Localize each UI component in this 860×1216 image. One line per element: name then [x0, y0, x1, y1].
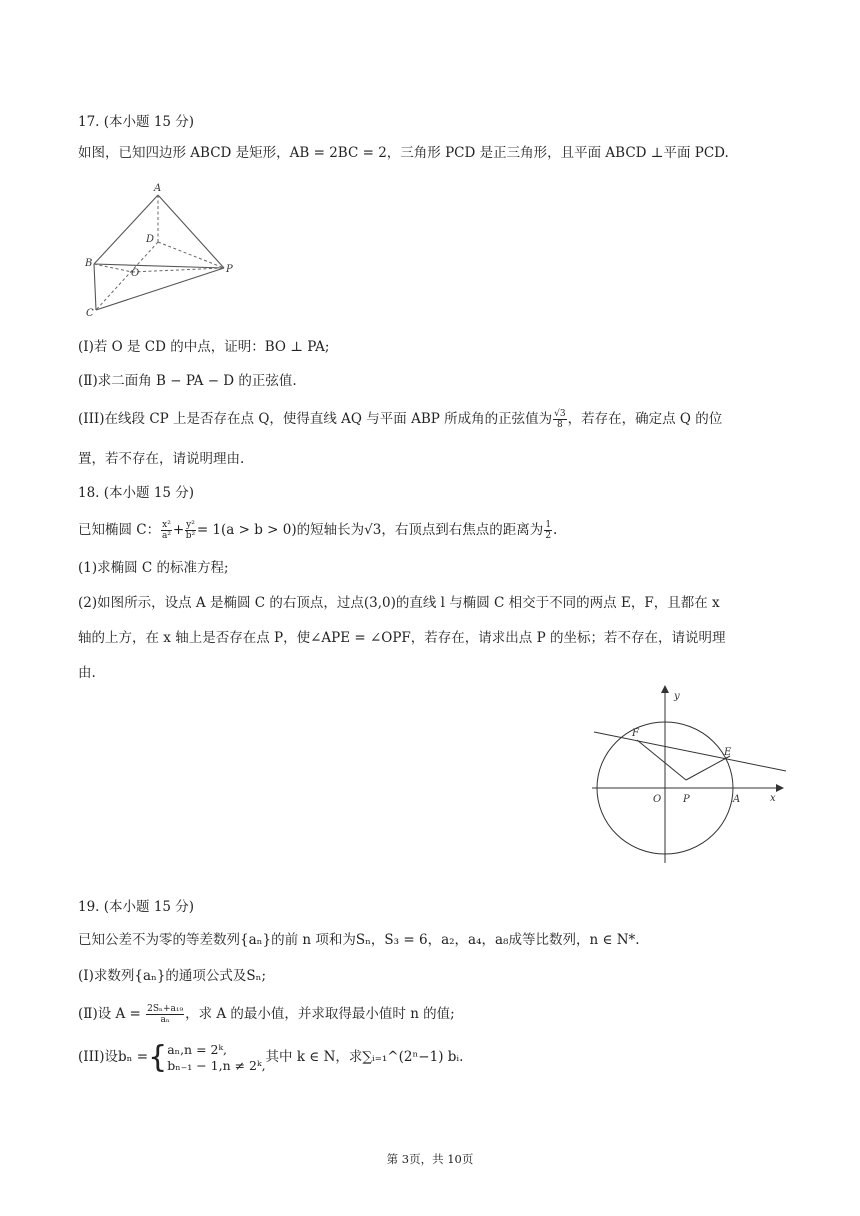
q19-fraction — [146, 1004, 184, 1025]
q18-stem-text-c: . — [553, 522, 558, 538]
label-p: P — [683, 794, 690, 805]
label-x: x — [770, 793, 776, 804]
x-axis-arrow — [776, 784, 784, 792]
label-b: B — [85, 258, 93, 269]
q17-part3-cont: 置，若不存在，请说明理由. — [78, 451, 245, 467]
q19-part2-text-b: ，求 A 的最小值，并求取得最小值时 n 的值; — [185, 1006, 455, 1022]
q19-stem: 已知公差不为零的等差数列{aₙ}的前 n 项和为Sₙ，S₃ = 6，a₂，a₄，a₈成等比数列，n ∈ N*. — [78, 932, 640, 948]
q18-figure — [590, 685, 790, 865]
q18-half-num: 1 — [545, 520, 552, 530]
q18-y-num: y² — [186, 520, 195, 530]
q18-part2-line1: (2)如图所示，设点 A 是椭圆 C 的右顶点，过点(3,0)的直线 l 与椭圆 C 相交于不同的两点 E，F，且都在 x — [78, 595, 720, 611]
q17-stem: 如图，已知四边形 ABCD 是矩形，AB = 2BC = 2，三角形 PCD 是正三角形，且平面 ABCD ⊥平面 PCD. — [78, 145, 729, 161]
q18-plus: + — [172, 522, 185, 538]
q19-fraction-num: 2Sₙ+a₁₉ — [147, 1004, 184, 1014]
q17-figure — [82, 180, 252, 320]
label-a: A — [154, 183, 162, 194]
label-e: E — [724, 747, 732, 758]
q17-fraction-num: √3 — [554, 409, 566, 419]
label-p: P — [226, 264, 233, 275]
q19-part2-text-a: (Ⅱ)设 A = — [78, 1006, 141, 1022]
label-y: y — [674, 691, 680, 702]
q18-half-fraction — [544, 520, 552, 541]
label-d: D — [146, 234, 155, 245]
piecewise-brace: { — [148, 1039, 168, 1075]
q17-part3-text-a: (III)在线段 CP 上是否存在点 Q，使得直线 AQ 与平面 ABP 所成角的正弦值为 — [78, 411, 553, 427]
label-a: A — [733, 794, 741, 805]
q18-part2-line3: 由. — [78, 665, 96, 681]
q17-fraction — [553, 409, 566, 430]
q18-header: 18. (本小题 15 分) — [78, 485, 195, 501]
q18-x-num: x² — [162, 520, 171, 530]
q19-part3-text-b: 其中 k ∈ N，求∑ᵢ₌₁^(2ⁿ−1) bᵢ. — [265, 1049, 464, 1065]
q18-stem-text-b: = 1(a > b > 0)的短轴长为√3，右顶点到右焦点的距离为 — [196, 522, 544, 538]
q18-y-fraction — [185, 520, 196, 541]
q19-part3 — [78, 1040, 463, 1074]
q18-x-fraction — [161, 520, 172, 541]
q19-fraction-den: aₙ — [160, 1015, 170, 1025]
label-o: O — [131, 268, 140, 279]
q18-stem-text-a: 已知椭圆 C： — [78, 522, 161, 538]
q17-header: 17. (本小题 15 分) — [78, 114, 195, 130]
q17-part1: (Ⅰ)若 O 是 CD 的中点，证明：BO ⊥ PA; — [78, 339, 330, 355]
piecewise-case-1: aₙ,n = 2ᵏ, — [167, 1041, 228, 1057]
page-footer: 第 3页，共 10页 — [386, 1152, 474, 1166]
q19-part2 — [78, 1004, 455, 1025]
q18-half-den: 2 — [545, 531, 552, 541]
q19-header: 19. (本小题 15 分) — [78, 899, 195, 915]
piecewise-case-2: bₙ₋₁ − 1,n ≠ 2ᵏ, — [167, 1057, 266, 1073]
q18-x-den: a² — [161, 531, 171, 541]
piecewise-cases — [167, 1042, 265, 1074]
q18-part1: (1)求椭圆 C 的标准方程; — [78, 560, 229, 576]
q19-part3-text-a: (III)设bₙ = — [78, 1049, 149, 1065]
q19-part1: (Ⅰ)求数列{aₙ}的通项公式及Sₙ; — [78, 968, 267, 984]
q17-part3-text-b: ，若存在，确定点 Q 的位 — [567, 411, 723, 427]
q17-fraction-den: 8 — [556, 420, 563, 430]
q18-part2-line2: 轴的上方，在 x 轴上是否存在点 P，使∠APE = ∠OPF，若存在，请求出点 P 的坐标；若不存在，请说明理 — [78, 630, 726, 646]
q17-part3 — [78, 409, 722, 430]
y-axis-arrow — [661, 685, 669, 693]
q17-part2: (Ⅱ)求二面角 B − PA − D 的正弦值. — [78, 373, 297, 389]
label-f: F — [632, 728, 639, 739]
label-c: C — [86, 308, 94, 319]
label-o: O — [653, 794, 662, 805]
q18-stem — [78, 520, 557, 541]
q18-y-den: b² — [185, 531, 196, 541]
